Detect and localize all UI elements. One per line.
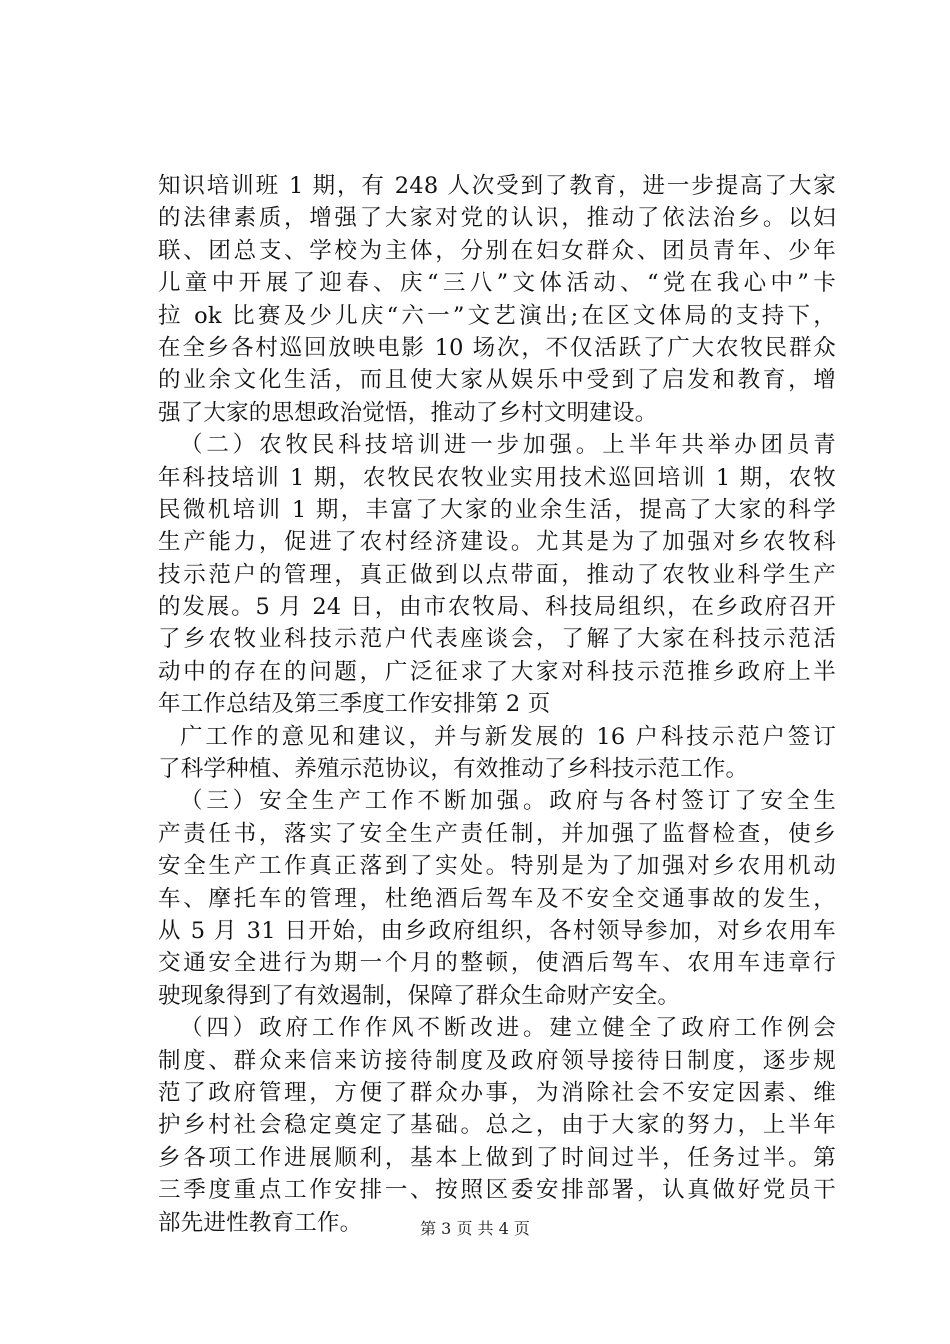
- text-line: 拉 ok 比赛及少儿庆“六一”文艺演出;在区文体局的支持下，: [158, 302, 836, 329]
- text-line: 儿童中开展了迎春、庆“三八”文体活动、“党在我心中”卡: [158, 270, 836, 297]
- text-line: 部先进性教育工作。: [158, 1209, 363, 1236]
- text-line: 安全生产工作真正落到了实处。特别是为了加强对乡农用机动: [158, 853, 836, 880]
- text-line: 驶现象得到了有效遏制，保障了群众生命财产安全。: [158, 982, 681, 1009]
- text-line: 范了政府管理，方便了群众办事，为消除社会不安定因素、维: [158, 1079, 836, 1106]
- text-line: 技示范户的管理，真正做到以点带面，推动了农牧业科学生产: [158, 561, 836, 588]
- section-heading-line: （四）政府工作作风不断改进。建立健全了政府工作例会: [180, 1015, 836, 1042]
- text-line: 知识培训班 1 期，有 248 人次受到了教育，进一步提高了大家: [158, 173, 836, 199]
- section-heading-line: （三）安全生产工作不断加强。政府与各村签订了安全生: [180, 788, 836, 815]
- text-line: 动中的存在的问题，广泛征求了大家对科技示范推乡政府上半: [158, 658, 836, 685]
- section-heading-line: （二）农牧民科技培训进一步加强。上半年共举办团员青: [180, 432, 836, 459]
- text-line: 车、摩托车的管理，杜绝酒后驾车及不安全交通事故的发生，: [158, 885, 836, 912]
- text-line: 在全乡各村巡回放映电影 10 场次，不仅活跃了广大农牧民群众: [158, 334, 836, 361]
- text-line: 年工作总结及第三季度工作安排第 2 页: [158, 691, 551, 718]
- text-line: 了科学种植、养殖示范协议，有效推动了乡科技示范工作。: [158, 756, 749, 783]
- text-line: 广工作的意见和建议，并与新发展的 16 户科技示范户签订: [180, 723, 836, 750]
- text-line: 生产能力，促进了农村经济建设。尤其是为了加强对乡农牧科: [158, 529, 836, 556]
- text-line: 联、团总支、学校为主体，分别在妇女群众、团员青年、少年: [158, 237, 836, 264]
- text-line: 民微机培训 1 期，丰富了大家的业余生活，提高了大家的科学: [158, 496, 836, 523]
- text-line: 的法律素质，增强了大家对党的认识，推动了依法治乡。以妇: [158, 205, 836, 232]
- text-line: 产责任书，落实了安全生产责任制，并加强了监督检查，使乡: [158, 820, 836, 847]
- text-line: 年科技培训 1 期，农牧民农牧业实用技术巡回培训 1 期，农牧: [158, 464, 836, 491]
- text-line: 交通安全进行为期一个月的整顿，使酒后驾车、农用车违章行: [158, 950, 836, 977]
- text-line: 从 5 月 31 日开始，由乡政府组织，各村领导参加，对乡农用车: [158, 917, 836, 944]
- page-footer: 第 3 页 共 4 页: [420, 1219, 530, 1238]
- text-line: 的发展。5 月 24 日，由市农牧局、科技局组织，在乡政府召开: [158, 594, 836, 621]
- text-line: 了乡农牧业科技示范户代表座谈会，了解了大家在科技示范活: [158, 626, 836, 653]
- text-line: 护乡村社会稳定奠定了基础。总之，由于大家的努力，上半年: [158, 1112, 836, 1139]
- document-body: [158, 170, 836, 1239]
- text-line: 制度、群众来信来访接待制度及政府领导接待日制度，逐步规: [158, 1047, 836, 1074]
- text-line: 的业余文化生活，而且使大家从娱乐中受到了启发和教育，增: [158, 367, 836, 394]
- text-line: 三季度重点工作安排一、按照区委安排部署，认真做好党员干: [158, 1177, 836, 1204]
- text-line: 乡各项工作进展顺利，基本上做到了时间过半，任务过半。第: [158, 1144, 836, 1171]
- text-line: 强了大家的思想政治觉悟，推动了乡村文明建设。: [158, 399, 658, 426]
